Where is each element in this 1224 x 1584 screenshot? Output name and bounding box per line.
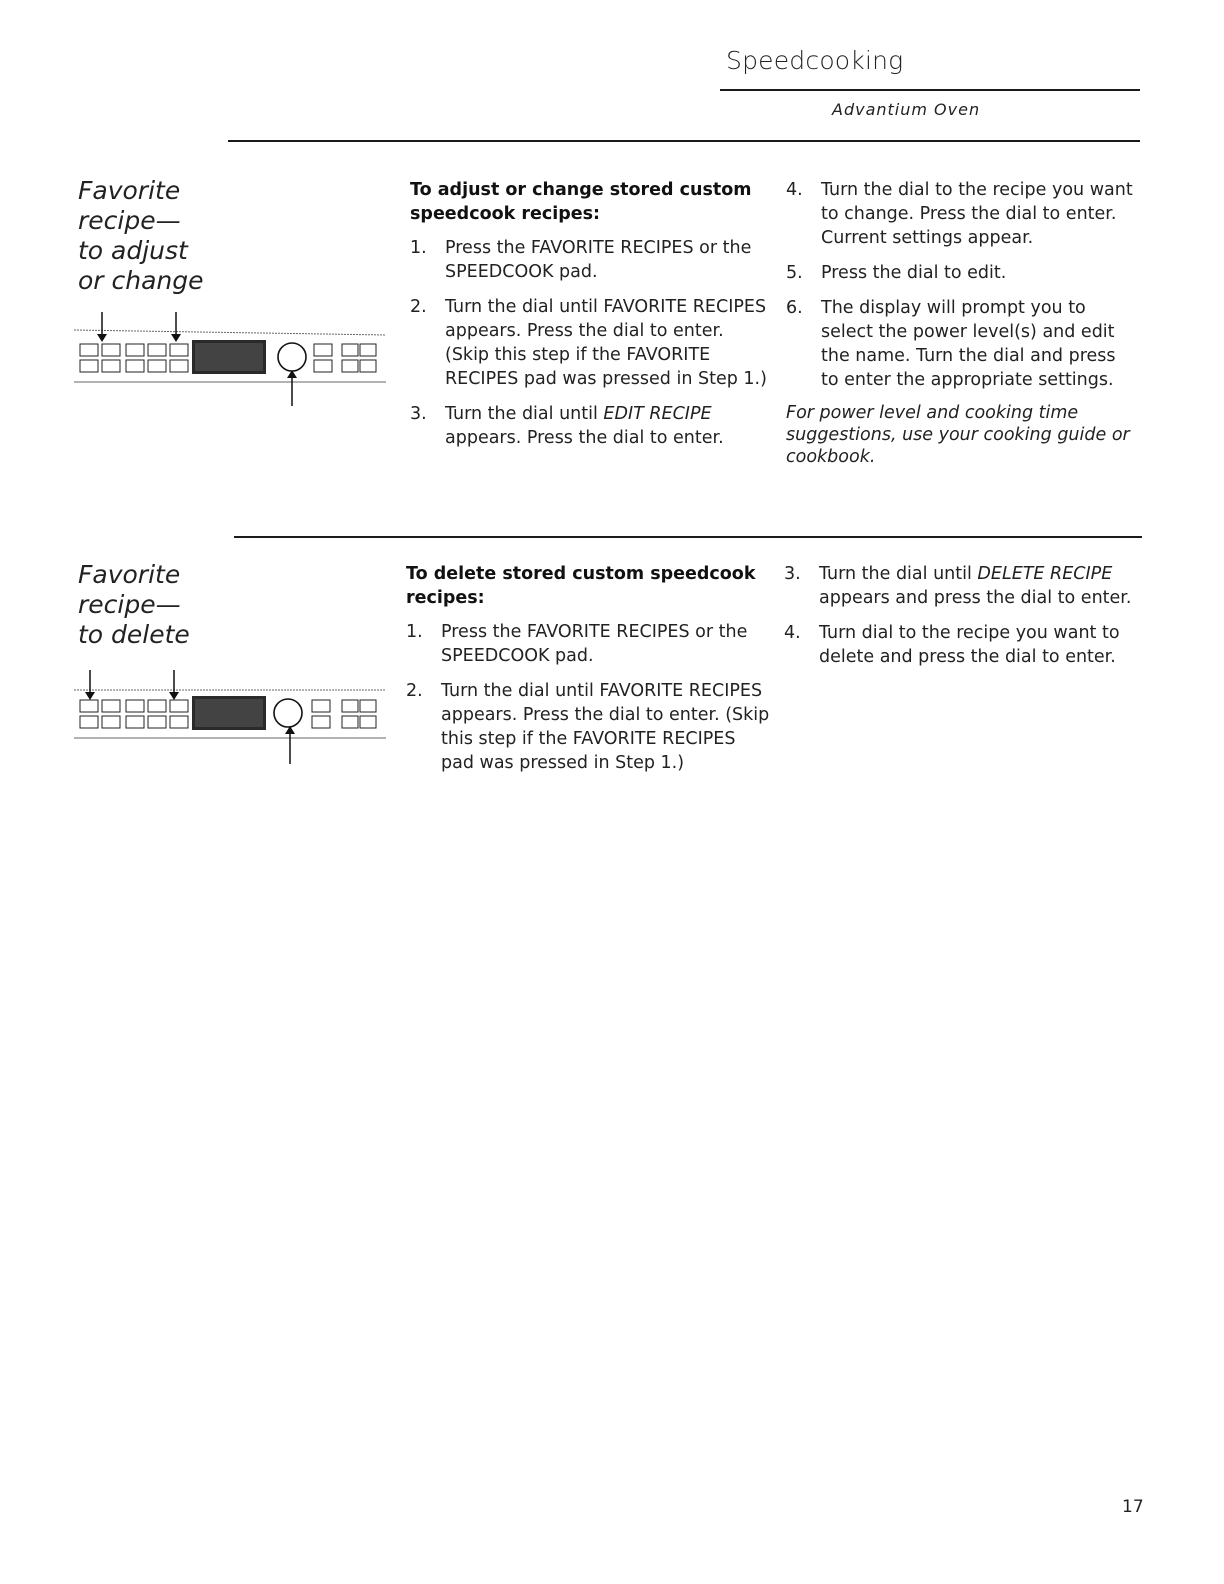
list-item: 3. Turn the dial until DELETE RECIPE appears and press the dial to enter. [784,564,1132,608]
page-header-subtitle: Advantium Oven [832,100,981,119]
delete-steps-column-left [406,562,770,786]
arrow-down-icon [169,670,179,700]
arrow-up-icon [287,370,297,406]
delete-steps-column-right [784,562,1134,680]
section-divider-top [228,140,1140,142]
list-item: 4. Turn dial to the recipe you want to delete and press the dial to enter. [784,623,1120,667]
list-item: 4. Turn the dial to the recipe you want to change. Press the dial to enter. Current settings appear. [786,180,1133,248]
page-header-title: Speedcooking [726,46,904,75]
adjust-steps-column-right [786,178,1136,468]
adjust-steps-column-left [410,178,770,461]
arrow-down-icon [85,670,95,700]
delete-steps-list-right [784,562,1134,669]
dial-icon [274,699,302,727]
adjust-steps-list-left [410,236,770,450]
list-item: 1. Press the FAVORITE RECIPES or the SPEEDCOOK pad. [406,622,748,666]
list-item: 2. Turn the dial until FAVORITE RECIPES appears. Press the dial to enter. (Skip this step if the FAVORITE RECIPES pad was pressed in Step 1.) [410,297,767,389]
dial-icon [278,343,306,371]
control-panel-diagram-delete [70,664,390,772]
adjust-heading: To adjust or change stored custom speedcook recipes: [410,180,752,224]
list-item: 2. Turn the dial until FAVORITE RECIPES appears. Press the dial to enter. (Skip this step if the FAVORITE RECIPES pad was pressed in Step 1.) [406,681,770,773]
cooking-guide-note: For power level and cooking time suggestions, use your cooking guide or cookbook. [786,403,1130,467]
arrow-down-icon [97,312,107,342]
keypad-buttons-right [312,700,376,728]
delete-heading: To delete stored custom speedcook recipes: [406,564,756,608]
section-title-delete: Favorite recipe— to delete [78,560,190,649]
control-panel-diagram-adjust [70,300,390,408]
keypad-buttons-left [80,344,188,372]
arrow-down-icon [171,312,181,342]
list-item: 5. Press the dial to edit. [786,263,1007,283]
keypad-buttons-right [314,344,376,372]
adjust-steps-list-right [786,178,1136,392]
page-number: 17 [1122,1497,1144,1517]
section-title-adjust: Favorite recipe— to adjust or change [78,176,204,295]
list-item: 1. Press the FAVORITE RECIPES or the SPEEDCOOK pad. [410,238,752,282]
list-item: 6. The display will prompt you to select the power level(s) and edit the name. Turn the dial and press to enter the appropriate settings. [786,298,1116,390]
delete-steps-list-left [406,620,770,775]
header-divider [720,89,1140,91]
section-divider-middle [234,536,1142,538]
arrow-up-icon [285,726,295,764]
list-item: 3. Turn the dial until EDIT RECIPE appears. Press the dial to enter. [410,404,724,448]
keypad-buttons-left [80,700,188,728]
